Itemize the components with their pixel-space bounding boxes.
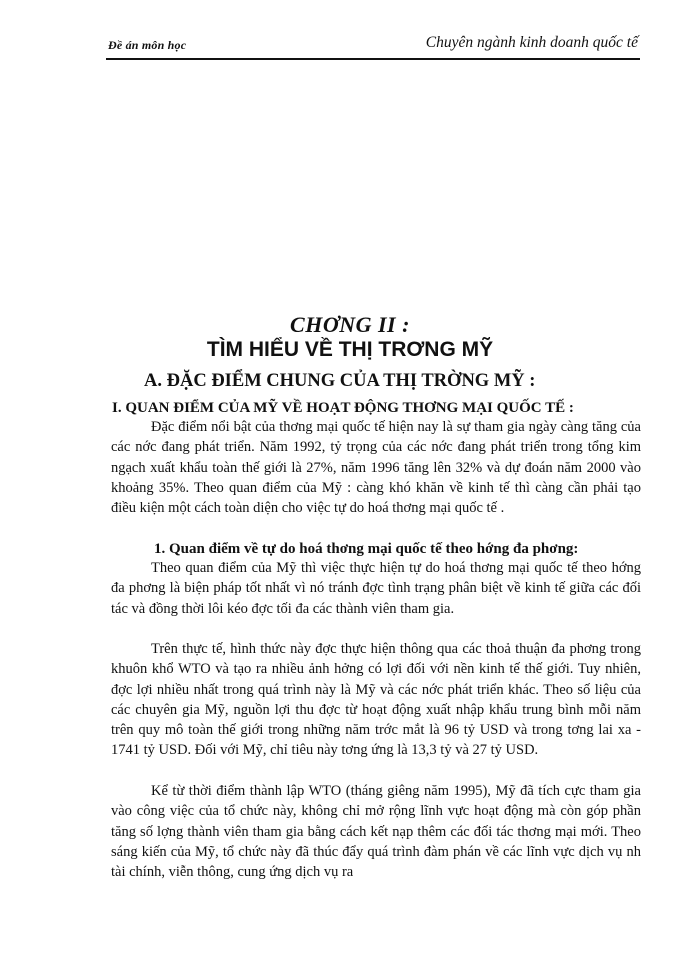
paragraph-3: Trên thực tế, hình thức này đợc thực hiện thông qua các thoả thuận đa phơng trong khuôn khổ WTO và tạo ra nhiều ảnh hởng có lợi đối với nền kinh tế thế giới. Tuy nhiên, đợc lợi nhiều nhất trong quá trình này là Mỹ và các nớc phát triển khác. Theo số liệu của các chuyên gia Mỹ, nguồn lợi thu đợc từ hoạt động xuất nhập khẩu trung bình mỗi năm trên quy mô toàn thế giới trong những năm trớc mắt là 96 tỷ USD và trong tơng lai xa - 1741 tỷ USD. Đối với Mỹ, chỉ tiêu này tơng ứng là 13,3 tỷ và 27 tỷ USD. — [111, 641, 641, 759]
section-i-heading: I. QUAN ĐIỂM CỦA MỸ VỀ HOẠT ĐỘNG THƠNG MẠI QUỐC TẾ : — [112, 400, 574, 416]
header-left-title: Đề án môn học — [108, 38, 187, 52]
subsection-1-heading: 1. Quan điểm về tự do hoá thơng mại quốc tế theo hớng đa phơng: — [154, 541, 579, 557]
paragraph-2: Theo quan điểm của Mỹ thì việc thực hiện tự do hoá thơng mại quốc tế theo hớng đa phơng là biện pháp tốt nhất vì nó tránh đợc tình trạng phân biệt về kinh tế giữa các đối tác và đồng thời lôi kéo đợc tối đa các thành viên tham gia. — [111, 560, 641, 617]
paragraph-1: Đặc điểm nổi bật của thơng mại quốc tế hiện nay là sự tham gia ngày càng tăng của các nớc đang phát triển. Năm 1992, tỷ trọng của các nớc đang phát triển trong tổng kim ngạch xuất khẩu toàn thế giới là 27%, năm 1996 tăng lên 32% và dự đoán năm 2000 vào khoảng 35%. Theo quan điểm của Mỹ : càng khó khăn về kinh tế thì càng cần phải tạo điều kiện một cách toàn diện cho việc tự do hoá thơng mại quốc tế . — [111, 419, 641, 517]
header-rule — [106, 58, 640, 60]
paragraph-4: Kể từ thời điểm thành lập WTO (tháng giêng năm 1995), Mỹ đã tích cực tham gia vào công việc của tổ chức này, không chỉ mở rộng lĩnh vực hoạt động mà còn góp phần tăng số lợng thành viên tham gia bằng cách kết nạp thêm các đối tác thơng mại mới. Theo sáng kiến của Mỹ, tổ chức này đã thúc đẩy quá trình đàm phán về các lĩnh vực dịch vụ nh tài chính, viễn thông, cung ứng dịch vụ ra — [111, 783, 641, 881]
section-a-heading: A. ĐẶC ĐIỂM CHUNG CỦA THỊ TRỜNG MỸ : — [144, 371, 536, 391]
header-right-title: Chuyên ngành kinh doanh quốc tế — [425, 34, 638, 51]
chapter-subject: TÌM HIỂU VỀ THỊ TRƠNG MỸ — [206, 338, 494, 361]
page-header — [108, 32, 638, 58]
chapter-title: CHƠNG II : — [290, 312, 410, 337]
